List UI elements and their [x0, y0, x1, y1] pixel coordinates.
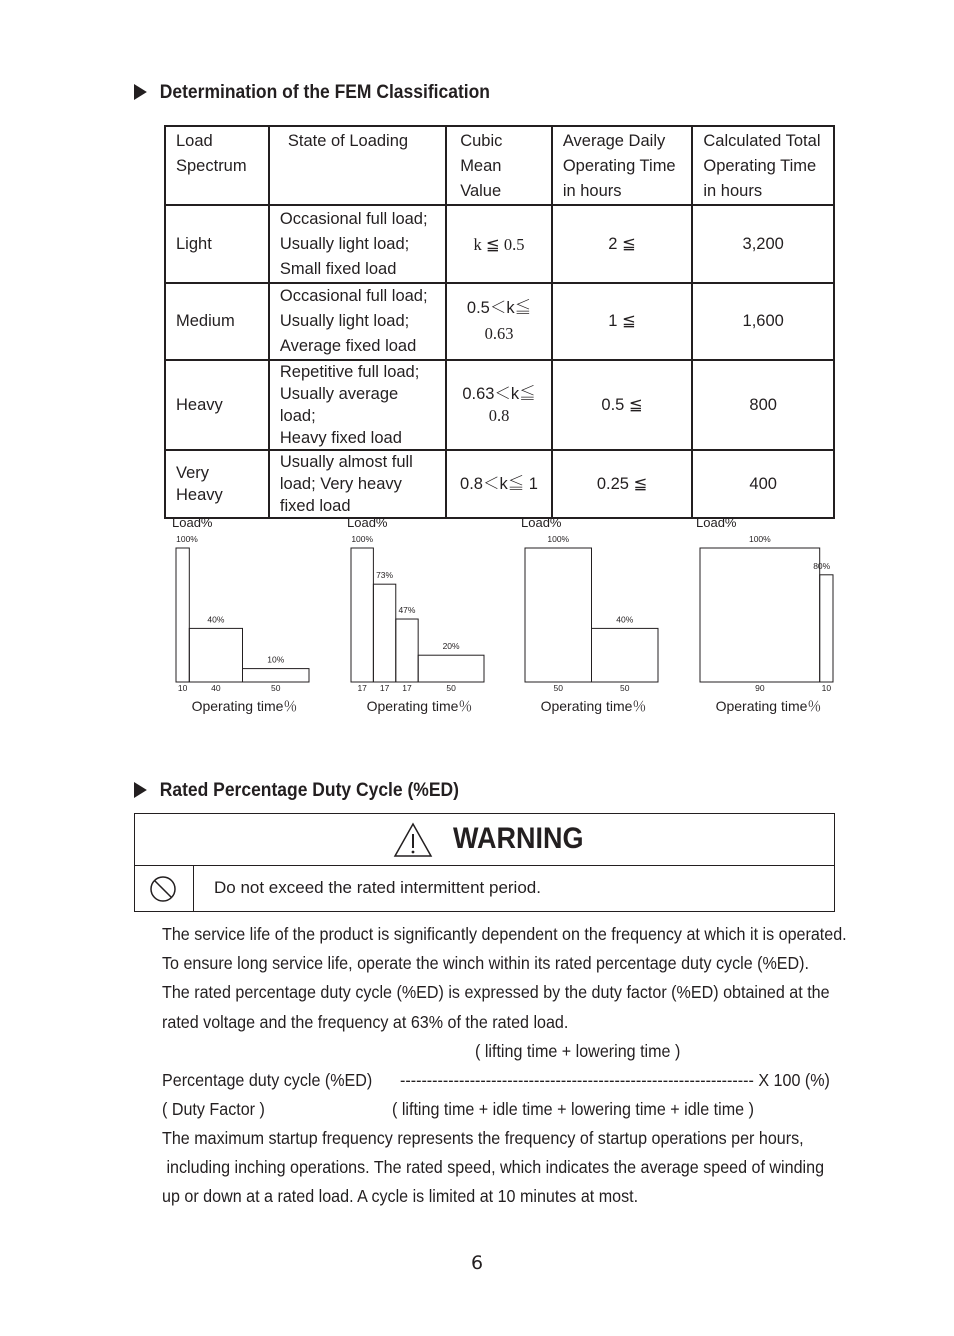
prohibition-cell: [135, 866, 194, 911]
body-line: To ensure long service life, operate the winch within its rated percentage duty cycle (%ED).: [162, 953, 810, 974]
body-paragraph: [162, 920, 847, 1037]
cell-spectrum: Very Heavy: [165, 450, 269, 518]
formula-numerator: ( lifting time + lowering time ): [475, 1041, 681, 1061]
chart-bar: [418, 655, 484, 682]
cell-spectrum: Medium: [165, 283, 269, 360]
chart-x-tick-label: 90: [755, 683, 765, 693]
chart-bar-label: 80%: [813, 560, 831, 571]
body-line: The maximum startup frequency represents the frequency of startup operations per hours,: [162, 1128, 804, 1148]
table-row: [165, 205, 834, 283]
header-cubic-mean-value: Cubic Mean Value: [446, 126, 552, 205]
cell-daily: 0.25 ≦: [552, 450, 693, 518]
formula-sublabel: ( Duty Factor ): [162, 1099, 265, 1119]
header-load-spectrum: Load Spectrum: [165, 126, 269, 205]
warning-message: Do not exceed the rated intermittent period.: [214, 878, 541, 897]
chart-bar: [351, 548, 373, 682]
cell-state: Usually almost full load; Very heavy fixed load: [269, 450, 446, 518]
cell-spectrum: Heavy: [165, 360, 269, 450]
chart-bar: [525, 548, 592, 682]
chart-x-tick-label: 50: [553, 683, 563, 693]
header-average-daily: Average Daily Operating Time in hours: [552, 126, 693, 205]
cell-cubic: k ≦ 0.5: [446, 205, 552, 283]
cell-cubic: 0.63＜k≦ 0.8: [446, 360, 552, 450]
body-line: including inching operations. The rated speed, which indicates the average speed of winding: [162, 1157, 825, 1178]
chart-xlabel: Operating time％: [191, 698, 298, 714]
table-row: [165, 283, 834, 360]
formula-fraction-line: ------------------------------------------------------------------ X 100 (%): [400, 1070, 830, 1090]
formula-denominator: ( lifting time + idle time + lowering time + idle time ): [392, 1099, 754, 1119]
chart-bar-label: 10%: [267, 654, 285, 665]
cell-total: 3,200: [692, 205, 834, 283]
cell-cubic: 0.5＜k≦ 0.63: [446, 283, 552, 360]
triangle-bullet-icon: [134, 84, 147, 100]
load-spectrum-charts: [0, 505, 954, 720]
chart-bar: [700, 548, 820, 682]
body-line: The service life of the product is significantly dependent on the frequency at which it is operated.: [162, 924, 847, 944]
chart-xlabel: Operating time％: [715, 698, 822, 714]
chart-bar: [243, 669, 310, 682]
chart-bar: [176, 548, 189, 682]
chart-x-tick-label: 17: [357, 683, 367, 693]
section-heading-fem: [134, 82, 490, 104]
chart-bar: [820, 575, 833, 682]
chart-x-tick-label: 10: [177, 683, 188, 693]
chart-x-tick-label: 17: [402, 683, 412, 693]
warning-box: [134, 813, 835, 912]
chart-bar: [189, 628, 242, 682]
chart-x-tick-label: 50: [620, 683, 630, 693]
cell-spectrum: Light: [165, 205, 269, 283]
header-calculated-total: Calculated Total Operating Time in hours: [692, 126, 834, 205]
chart-bar: [373, 584, 395, 682]
formula-label: Percentage duty cycle (%ED): [162, 1070, 373, 1090]
chart-x-tick-label: 40: [211, 683, 221, 693]
cell-total: 800: [692, 360, 834, 450]
chart-x-tick-label: 50: [271, 683, 281, 693]
body-line: The rated percentage duty cycle (%ED) is expressed by the duty factor (%ED) obtained at the: [162, 982, 830, 1003]
cell-cubic: 0.8＜k≦ 1: [446, 450, 552, 518]
chart-x-tick-label: 17: [379, 683, 390, 693]
chart-bar-label: 100%: [547, 534, 570, 544]
cell-state: Occasional full load; Usually light load; Average fixed load: [269, 283, 446, 360]
chart-x-tick-label: 50: [446, 683, 456, 693]
chart-xlabel: Operating time％: [540, 698, 647, 714]
cell-total: 1,600: [692, 283, 834, 360]
body-line: rated voltage and the frequency at 63% of the rated load.: [162, 1011, 569, 1032]
table-header-row: [165, 126, 834, 205]
chart-bar-label: 100%: [748, 534, 771, 544]
chart-xlabel: Operating time％: [366, 698, 473, 714]
cell-daily: 0.5 ≦: [552, 360, 693, 450]
section-heading-text: Determination of the FEM Classification: [159, 82, 490, 103]
chart-ylabel: Load%: [521, 515, 562, 530]
body-line: up or down at a rated load. A cycle is limited at 10 minutes at most.: [162, 1186, 639, 1207]
section-heading-duty-cycle: [134, 780, 459, 802]
chart-bar-label: 100%: [176, 534, 198, 544]
page-number: 6: [470, 1252, 484, 1274]
fem-classification-table: [164, 125, 835, 519]
header-state-of-loading: State of Loading: [269, 126, 446, 205]
warning-triangle-icon: [393, 822, 433, 858]
warning-header: [135, 814, 834, 866]
table-row: [165, 360, 834, 450]
triangle-bullet-icon: [134, 782, 147, 798]
chart-bar-label: 40%: [616, 614, 634, 625]
cell-state: Repetitive full load; Usually average load; Heavy fixed load: [269, 360, 446, 450]
cell-state: Occasional full load; Usually light load; Small fixed load: [269, 205, 446, 283]
chart-bar-label: 73%: [376, 570, 394, 581]
chart-ylabel: Load%: [347, 515, 388, 530]
chart-bar: [396, 619, 418, 682]
chart-ylabel: Load%: [696, 515, 737, 530]
warning-title: WARNING: [453, 822, 584, 855]
warning-row: [135, 866, 834, 911]
chart-ylabel: Load%: [172, 515, 213, 530]
chart-bar-label: 20%: [442, 641, 460, 652]
prohibition-icon: [135, 866, 193, 911]
chart-bar: [592, 628, 659, 682]
chart-bar-label: 40%: [207, 614, 225, 625]
cell-daily: 1 ≦: [552, 283, 693, 360]
chart-bar-label: 47%: [398, 605, 416, 616]
cell-total: 400: [692, 450, 834, 518]
cell-daily: 2 ≦: [552, 205, 693, 283]
chart-bar-label: 100%: [351, 534, 374, 544]
section-heading-text: Rated Percentage Duty Cycle (%ED): [159, 780, 459, 801]
body-paragraph: [162, 1124, 824, 1212]
chart-x-tick-label: 10: [821, 683, 832, 693]
